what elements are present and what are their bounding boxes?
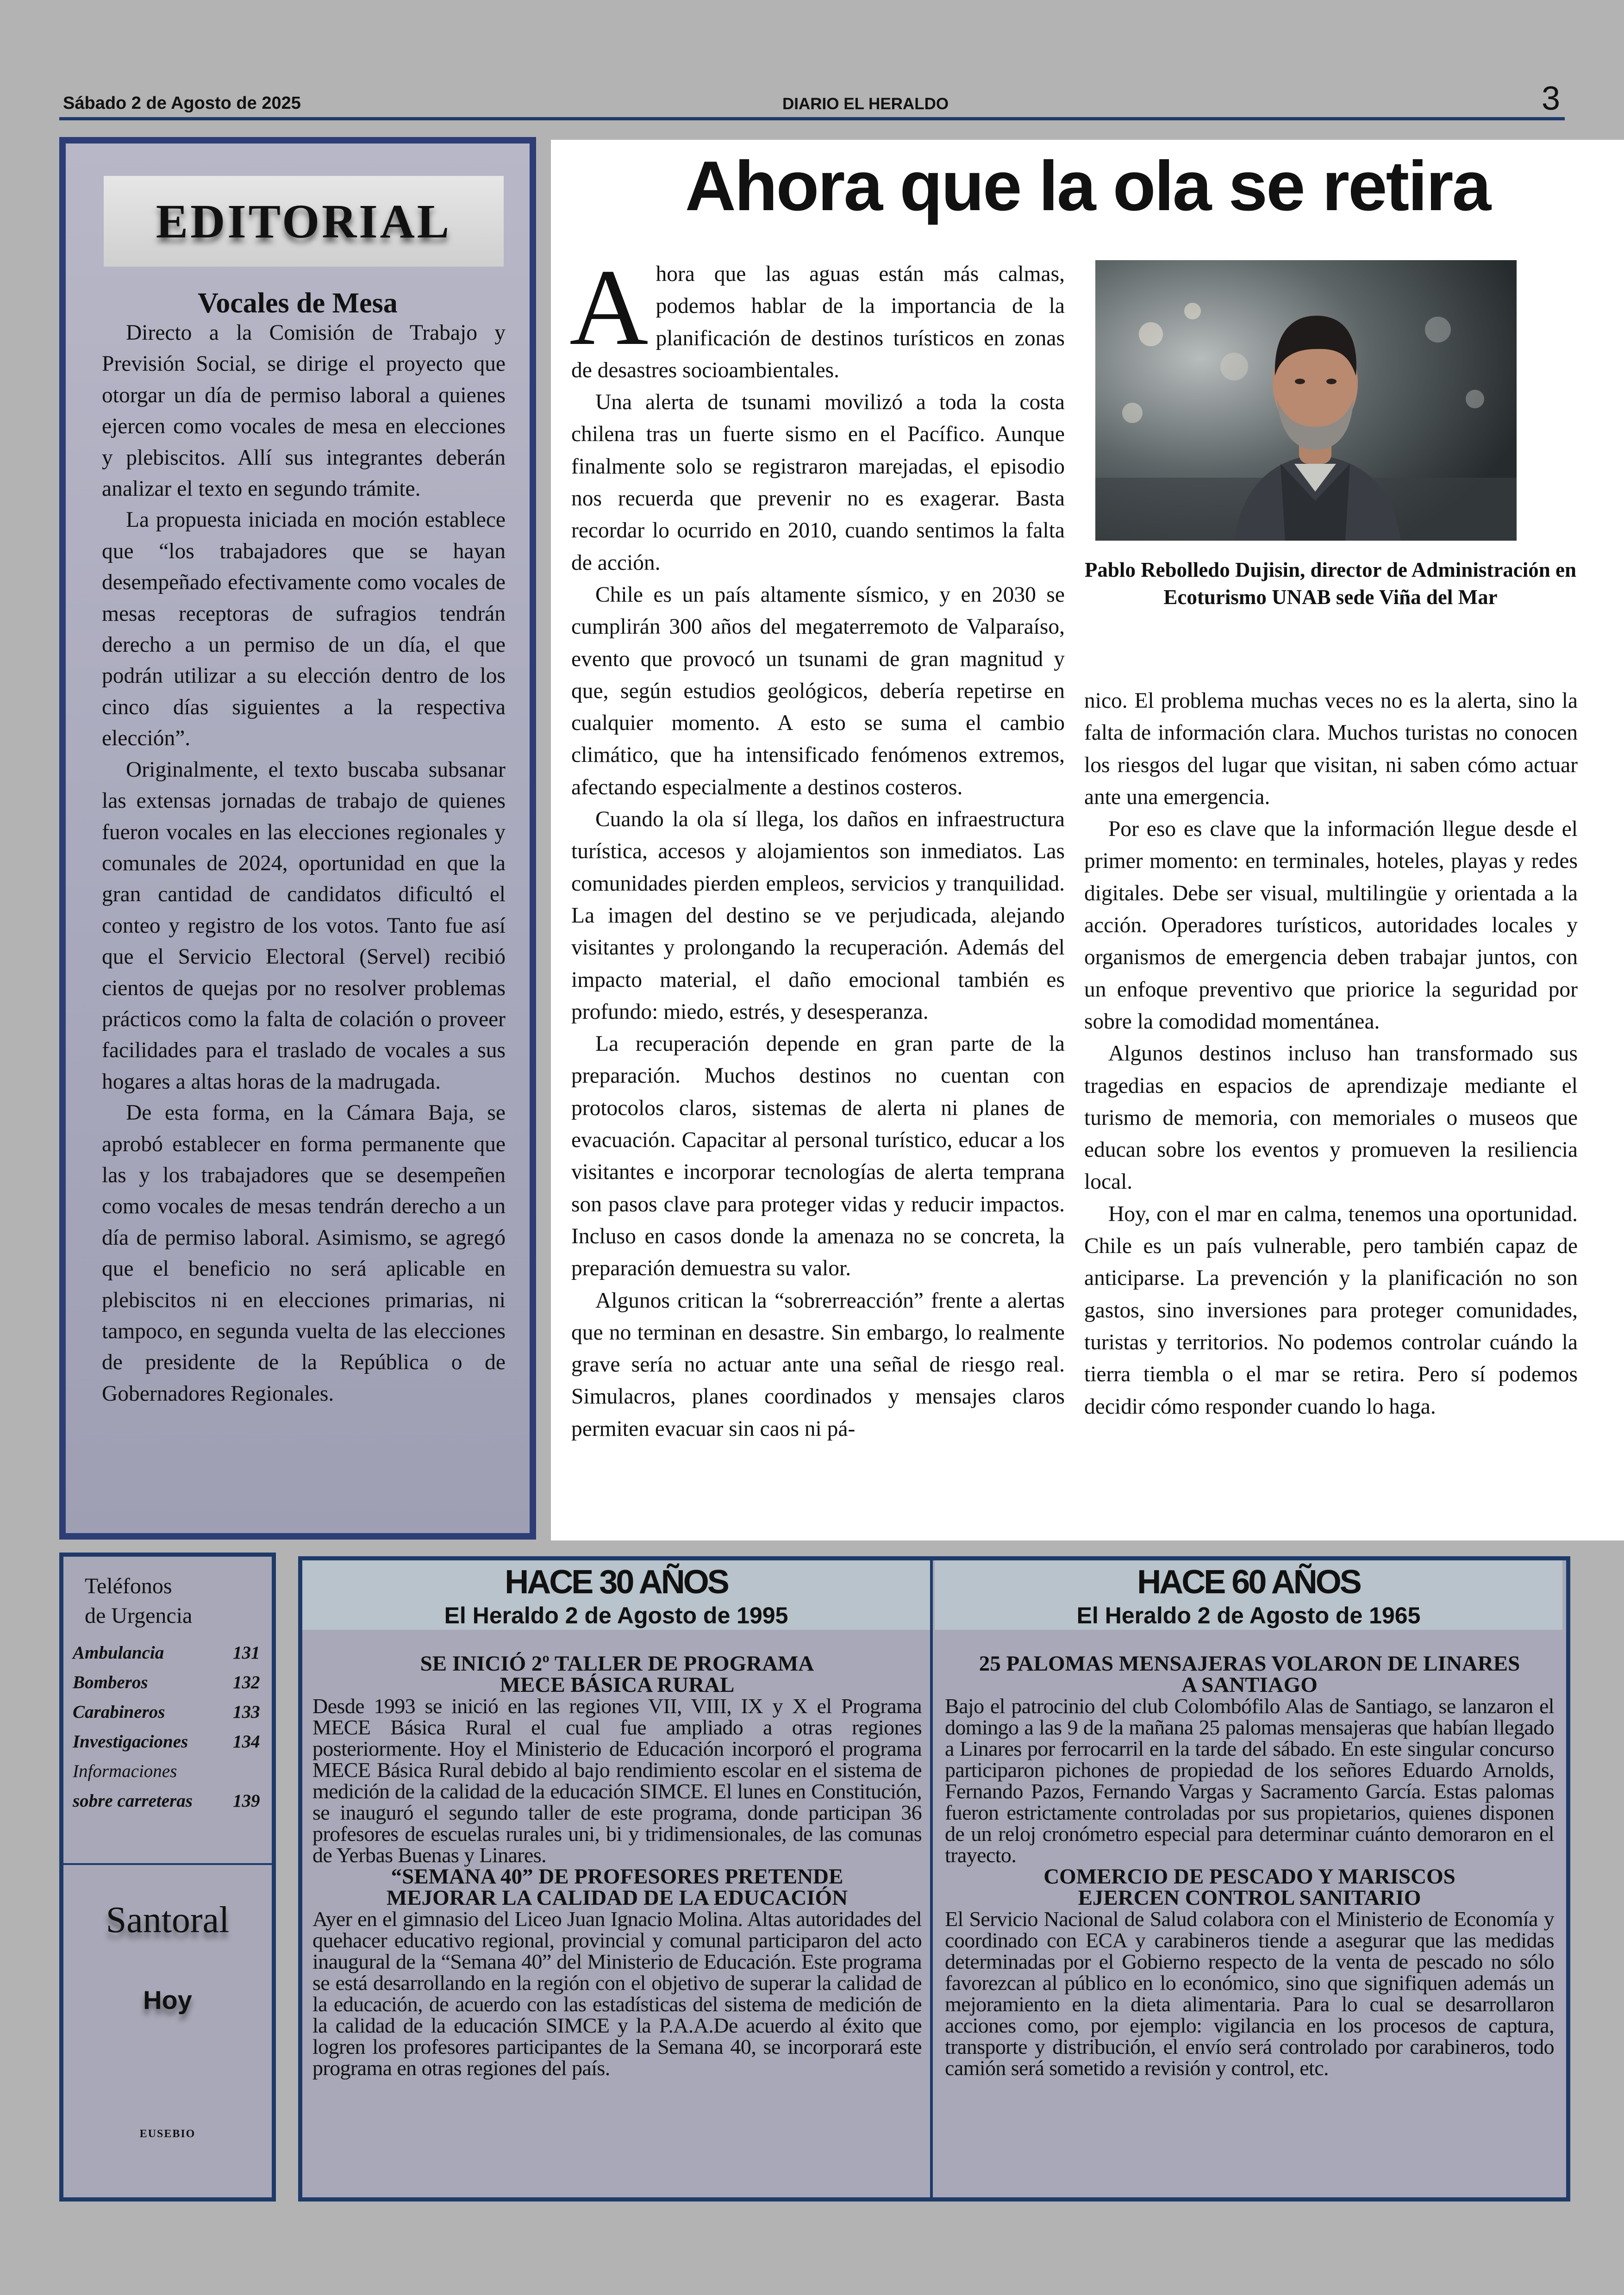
phone-label: Carabineros	[73, 1702, 165, 1722]
article-column-1	[569, 247, 1065, 1445]
story-title	[312, 1866, 922, 1908]
author-portrait-illustration	[1095, 260, 1517, 541]
phone-number: 132	[233, 1672, 260, 1692]
phone-number: 133	[233, 1702, 260, 1722]
phones-title-line2: de Urgencia	[85, 1603, 193, 1628]
phone-number: 131	[233, 1643, 260, 1663]
phone-number: 139	[233, 1791, 260, 1811]
story-title-line: SE INICIÓ 2º TALLER DE PROGRAMA	[420, 1652, 814, 1676]
history-box	[298, 1556, 1570, 2201]
editorial-body	[102, 318, 506, 1409]
story-title-line: A SANTIAGO	[1181, 1673, 1318, 1697]
header-date: Sábado 2 de Agosto de 2025	[63, 94, 301, 113]
article-paragraph: Cuando la ola sí llega, los daños en infraestructura turística, accesos y alojamientos son inmediatos. Las comunidades pierden empleos, servicios y tranquilidad. La imagen del destino se ve perjudicada, alejando visitantes y prolongando la recuperación. Además del impacto material, el daño emocional también es profundo: miedo, estrés, y desesperanza.	[571, 807, 1065, 1024]
history-banner	[302, 1560, 930, 1630]
editorial-paragraph: Originalmente, el texto buscaba subsanar las extensas jornadas de trabajo de quienes fueron vocales en las elecciones regionales y comunales de 2024, oportunidad en que la gran cantidad de candidatos dificultó el conteo y registro de los votos. Tanto fue así que el Servicio Electoral (Servel) recibió cientos de quejas por no resolver problemas prácticos como la falta de colación o proveer facilidades para el traslado de vocales a sus hogares a altas horas de la madrugada.	[102, 757, 506, 1094]
editorial-box	[59, 137, 536, 1540]
phone-list	[73, 1638, 267, 1816]
article-first-paragraph	[569, 247, 1065, 387]
drop-cap: A	[569, 247, 649, 368]
article-paragraph: Una alerta de tsunami movilizó a toda la costa chilena tras un fuerte sismo en el Pacífico. Aunque finalmente solo se registraron marejadas, el episodio nos recuerda que prevenir no es exagerar. Basta recordar lo ocurrido en 2010, cuando sentimos la falta de acción.	[571, 390, 1065, 575]
article-paragraph: Chile es un país altamente sísmico, y en 2030 se cumplirán 300 años del megaterremoto de Valparaíso, evento que provocó un tsunami de gran magnitud y que, según estudios geológicos, debería repetirse en cualquier momento. A esto se suma el cambio climático, que ha intensificado fenómenos extremos, afectando especialmente a destinos costeros.	[571, 582, 1065, 799]
phone-row	[73, 1757, 267, 1786]
main-article	[551, 140, 1624, 1540]
article-paragraph: La recuperación depende en gran parte de la preparación. Muchos destinos no cuentan con protocolos claros, sistemas de alerta ni planes de evacuación. Capacitar al personal turístico, educar a los visitantes e incorporar tecnologías de alerta temprana son pasos clave para proteger vidas y reducir impactos. Incluso en casos donde la amenaza no se concreta, la preparación demuestra su valor.	[571, 1032, 1065, 1281]
emergency-phones-box	[59, 1553, 276, 2201]
history-60-years	[935, 1560, 1562, 2197]
article-paragraph: Por eso es clave que la información llegue desde el primer momento: en terminales, hoteles, playas y redes digitales. Debe ser visual, multilingüe y orientada a la acción. Operadores turísticos, autoridades locales y organismos de emergencia deben trabajar juntos, con un enfoque preventivo que priorice la seguridad por sobre la comodidad momentánea.	[1084, 817, 1578, 1034]
phone-row	[73, 1638, 267, 1668]
history-banner-date: El Heraldo 2 de Agosto de 1965	[1076, 1603, 1421, 1628]
history-banner-title: HACE 30 AÑOS	[505, 1564, 728, 1601]
santoral-today: Hoy	[143, 1985, 192, 2014]
story-title-line: MEJORAR LA CALIDAD DE LA EDUCACIÓN	[386, 1886, 848, 1910]
story-text: Desde 1993 se inició en las regiones VII, VIII, IX y X el Programa MECE Básica Rural el cual fue ampliado a otras regiones posteriormente. Hoy el Ministerio de Educación incorporó el programa MECE Básica Rural debido al bajo rendimiento escolar en el sistema de medición de la calidad de la educación SIMCE. El lunes en Constitución, se inauguró el segundo taller de este programa, donde participan 36 profesores de escuelas rurales uni, bi y tridimensionales, de las comunas de Yerbas Buenas y Linares.	[312, 1694, 922, 1867]
story-title	[945, 1653, 1554, 1696]
editorial-paragraph: La propuesta iniciada en moción establece que “los trabajadores que se hayan desempeñado efectivamente como vocales de mesas receptoras de sufragios tendrán derecho a un permiso de un día, el que podrán utilizar a su elección dentro de los cinco días siguientes a la respectiva elección”.	[102, 508, 506, 751]
phone-row	[73, 1786, 267, 1816]
history-banner-title: HACE 60 AÑOS	[1137, 1564, 1360, 1601]
story-title-line: EJERCEN CONTROL SANITARIO	[1078, 1886, 1421, 1910]
article-continuation: nico. El problema muchas veces no es la alerta, sino la falta de información clara. Muchos turistas no conocen los riesgos del lugar que visitan, ni saben cómo actuar ante una emergencia.	[1084, 689, 1578, 809]
newspaper-name: DIARIO EL HERALDO	[782, 95, 949, 113]
editorial-paragraph: De esta forma, en la Cámara Baja, se aprobó establecer en forma permanente que las y los trabajadores que se desempeñen como vocales de mesas tendrán derecho a un día de permiso laboral. Asimismo, se agregó que el beneficio no será aplicable en plebiscitos ni en elecciones primarias, ni tampoco, en segunda vuelta de las elecciones de presidente de la República o de Gobernadores Regionales.	[102, 1101, 506, 1406]
phone-label: Bomberos	[73, 1672, 148, 1692]
article-column-2	[1084, 685, 1578, 1423]
phone-row	[73, 1727, 267, 1757]
santoral-saint: EUSEBIO	[139, 2128, 196, 2140]
story-text: Ayer en el gimnasio del Liceo Juan Ignacio Molina. Altas autoridades del quehacer educativo regional, provincial y comunal participaron del acto inaugural de la “Semana 40” del Ministerio de Educación. Este programa se está desarrollando en la región con el objetivo de superar la calidad de la educación, de acuerdo con las estadísticas del sistema de medición de la calidad de la educación SIMCE y la P.A.A.De acuerdo al éxito que logren los profesores participantes de la Semana 40, se incorporará este programa en otras regiones del país.	[312, 1907, 922, 2080]
history-banner-date: El Heraldo 2 de Agosto de 1995	[444, 1603, 788, 1628]
phone-row	[73, 1668, 267, 1697]
first-paragraph-text: hora que las aguas están más calmas, podemos hablar de la importancia de la planificación de destinos turísticos en zonas de desastres socioambientales.	[571, 262, 1065, 382]
story-title-line: 25 PALOMAS MENSAJERAS VOLARON DE LINARES	[979, 1652, 1520, 1676]
article-headline: Ahora que la ola se retira	[685, 147, 1490, 225]
article-paragraph: Algunos destinos incluso han transformado sus tragedias en espacios de aprendizaje mediante el turismo de memoria, con memoriales o museos que educan sobre los eventos y promueven la resiliencia local.	[1084, 1041, 1578, 1194]
story-title	[945, 1866, 1554, 1908]
phone-label: Investigaciones	[73, 1732, 188, 1752]
editorial-banner	[104, 176, 504, 267]
article-paragraph: Hoy, con el mar en calma, tenemos una oportunidad. Chile es un país vulnerable, pero también capaz de anticiparse. La prevención y la planificación no son gastos, sino inversiones para proteger comunidades, turistas y territorios. No podemos controlar cuándo la tierra tiembla o el mar se retira. Pero sí podemos decidir cómo responder cuando lo haga.	[1084, 1202, 1578, 1419]
phones-title-line1: Teléfonos	[85, 1574, 172, 1598]
phone-label-roads: sobre carreteras	[73, 1791, 193, 1811]
phone-label-info: Informaciones	[73, 1761, 177, 1781]
phone-label: Ambulancia	[73, 1643, 164, 1663]
emergency-phones-title	[85, 1572, 192, 1631]
page-number: 3	[1542, 80, 1561, 117]
photo-caption: Pablo Rebolledo Dujisin, director de Administración en Ecoturismo UNAB sede Viña del Mar	[1084, 558, 1577, 609]
editorial-banner-label: EDITORIAL	[156, 194, 452, 248]
editorial-paragraph: Directo a la Comisión de Trabajo y Previsión Social, se dirige el proyecto que otorgar un día de permiso laboral a quienes ejercen como vocales de mesa en elecciones y plebiscitos. Allí sus integrantes deberán analizar el texto en segundo trámite.	[102, 321, 506, 501]
story-title-line: COMERCIO DE PESCADO Y MARISCOS	[1043, 1865, 1455, 1889]
story-title	[312, 1653, 922, 1696]
history-banner	[935, 1560, 1562, 1630]
phones-divider	[63, 1863, 272, 1865]
editorial-subtitle: Vocales de Mesa	[198, 287, 398, 319]
author-photo	[1095, 260, 1517, 541]
history-divider	[930, 1560, 933, 2197]
history-stories	[312, 1653, 922, 2079]
santoral-title: Santoral	[106, 1900, 230, 1940]
phone-number: 134	[233, 1732, 260, 1752]
story-text: El Servicio Nacional de Salud colabora con el Ministerio de Economía y coordinado con ECA y carabineros tiende a asegurar que las medidas determinadas por el Gobierno respecto de la venta de pescado no sólo favorezcan al público en lo económico, sino que signifiquen además un mejoramiento en la dieta alimentaria. Para lo cual se desarrollaron acciones como, por ejemplo: vigilancia en los procesos de captura, transporte y distribución, el envío será controlado por carabineros, todo camión será sometido a revisión y control, etc.	[945, 1907, 1554, 2080]
history-stories	[945, 1653, 1554, 2079]
header-rule	[59, 117, 1565, 120]
article-paragraph: Algunos critican la “sobrerreacción” frente a alertas que no terminan en desastre. Sin embargo, lo realmente grave sería no actuar ante una señal de riesgo real. Simulacros, planes coordinados y mensajes claros permiten evacuar sin caos ni pá-	[571, 1288, 1065, 1441]
history-30-years	[302, 1560, 930, 2197]
story-text: Bajo el patrocinio del club Colombófilo Alas de Santiago, se lanzaron el domingo a las 9 de la mañana 25 palomas mensajeras que habían llegado a Linares por ferrocarril en la tarde del sábado. En este singular concurso participaron pichones de propiedad de los señores Eduardo Arnolds, Fernando Pazos, Fernando Vargas y Sacramento García. Estas palomas fueron estrictamente controladas por sus propietarios, quienes disponen de un reloj cronómetro especial para determinar cuánto demoraron en el trayecto.	[945, 1694, 1554, 1867]
story-title-line: MECE BÁSICA RURAL	[500, 1673, 735, 1697]
story-title-line: “SEMANA 40” DE PROFESORES PRETENDE	[391, 1865, 843, 1889]
phone-row	[73, 1697, 267, 1727]
